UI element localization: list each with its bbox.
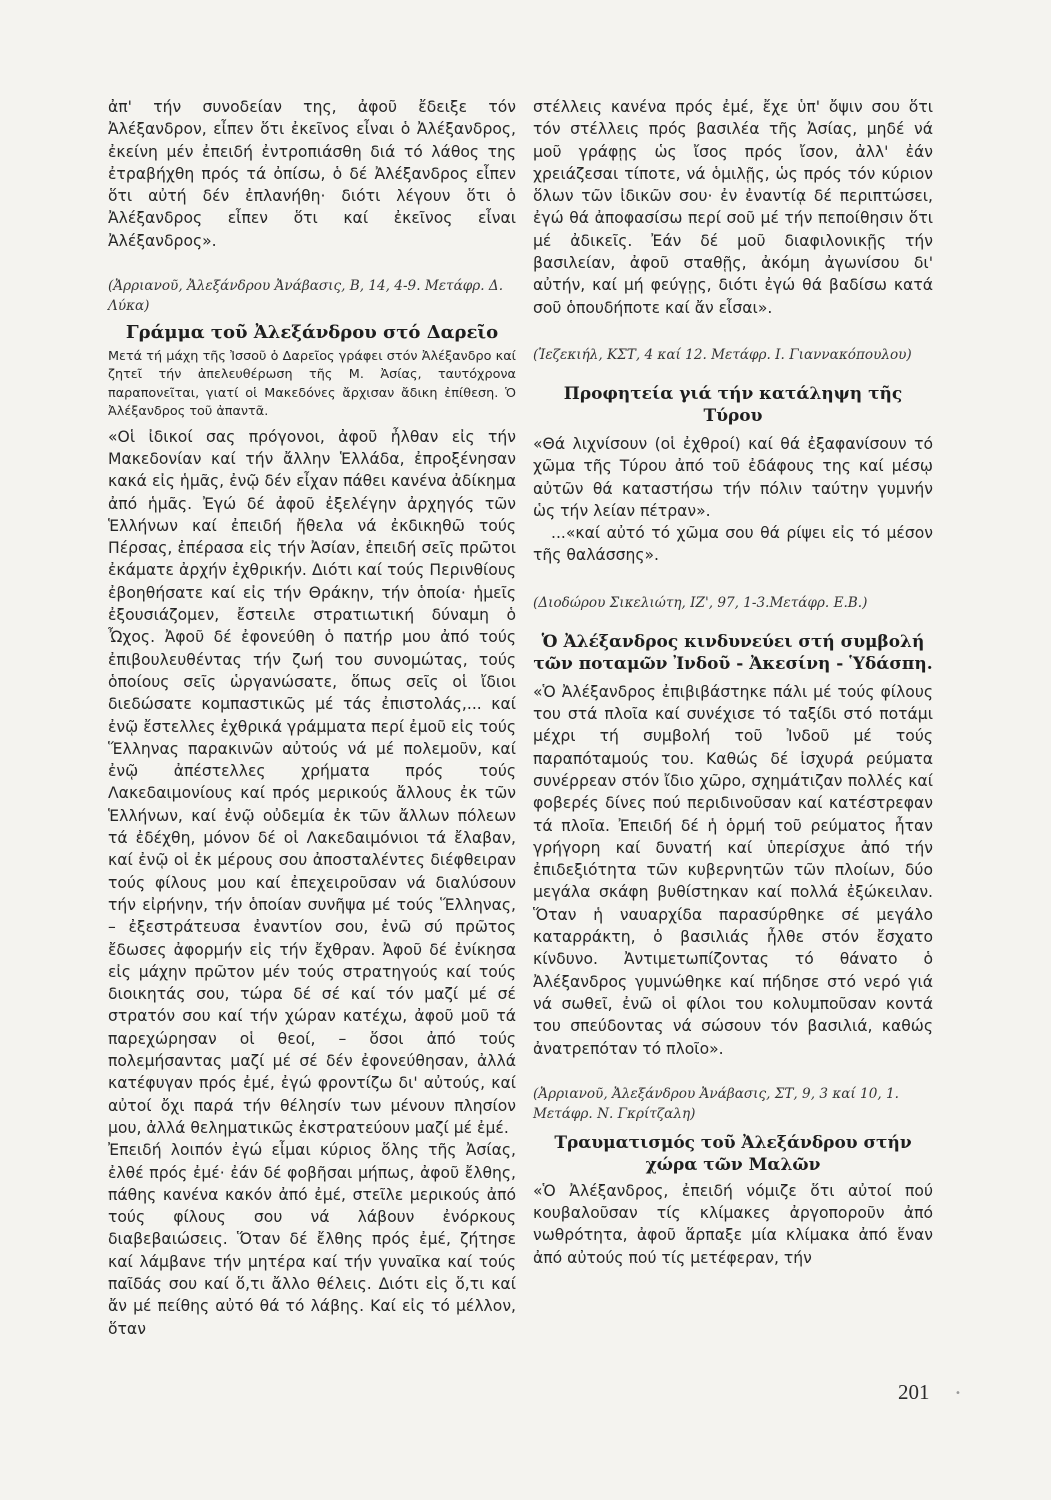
left-column (108, 96, 516, 1340)
citation-arrian-1: (Ἀρριανοῦ, Ἀλεξάνδρου Ἀνάβασις, Β, 14, 4-9. Μετάφρ. Δ. Λύκα) (108, 278, 504, 315)
page-number: 201 (898, 1380, 930, 1404)
paragraph-continuation: ἀπ' τήν συνοδείαν της, ἀφοῦ ἔδειξε τόν Ἀλέξανδρον, εἶπεν ὅτι ἐκεῖνος εἶναι ὁ Ἀλέξανδρος, ἐκείνη μέν ἐπειδή ἐντροπιάσθη διά τό λάθος της ἐτραβήχθη πρός τά ὀπίσω, ὁ δέ Ἀλέξανδρος εἶπεν ὅτι αὐτή δέν ἐπλανήθη· διότι λέγουν ὅτι ὁ Ἀλέξανδρος εἶπεν ὅτι καί ἐκεῖνος εἶναι Ἀλέξανδρος». (108, 98, 516, 250)
margin-dot: • (955, 1388, 961, 1399)
heading-river-confluence: Ὁ Ἀλέξανδρος κινδυνεύει στή συμβολή τῶν ποταμῶν Ἰνδοῦ - Ἀκεσίνη - Ὑδάσπη. (533, 631, 933, 674)
right-column (533, 96, 933, 1269)
heading-wound-malli: Τραυματισμός τοῦ Ἀλεξάνδρου στήν χώρα τῶν Μαλῶν (554, 1132, 912, 1175)
citation-ezekiel: (Ἰεζεκιήλ, ΚΣΤ, 4 καί 12. Μετάφρ. Ι. Γιαννακόπουλου) (533, 346, 912, 363)
paragraph-letter-2: Ἐπειδή λοιπόν ἐγώ εἶμαι κύριος ὅλης τῆς Ἀσίας, ἐλθέ πρός ἐμέ· ἐάν δέ φοβῆσαι μήπως, ἀφοῦ ἔλθης, πάθης κανένα κακόν ἀπό ἐμέ, στεῖλε μερικούς ἀπό τούς φίλους σου νά λάβουν ἐνόρκους διαβεβαιώσεις. Ὅταν δέ ἔλθης πρός ἐμέ, ζήτησε καί λάμβανε τήν μητέρα καί τήν γυναῖκα καί τούς παῖδάς σου καί ὅ,τι ἄλλο θέλεις. Διότι εἰς ὅ,τι καί ἄν μέ πείθης αὐτό θά τό λάβης. Καί εἰς τό μέλλον, ὅταν (108, 1141, 516, 1338)
paragraph-river: «Ὁ Ἀλέξανδρος ἐπιβιβάστηκε πάλι μέ τούς φίλους του στά πλοῖα καί συνέχισε τό ταξίδι στό ποτάμι μέχρι τή συμβολή τοῦ Ἰνδοῦ μέ τούς παραπόταμούς του. Καθώς δέ ἰσχυρά ρεύματα συνέρρεαν στόν ἴδιο χῶρο, σχημάτιζαν πολλές καί φοβερές δίνες πού περιδινοῦσαν καί κατέστρεφαν τά πλοῖα. Ἐπειδή δέ ἡ ὁρμή τοῦ ρεύματος ἦταν γρήγορη καί δυνατή καί ὑπερίσχυε ἀπό τήν ἐπιδεξιότητα τῶν κυβερνητῶν τῶν πλοίων, δύο μεγάλα σκάφη βυθίστηκαν καί πολλά ἐξώκειλαν. Ὅταν ἡ ναυαρχίδα παρασύρθηκε σέ μεγάλο καταρράκτη, ὁ βασιλιάς ἦλθε στόν ἔσχατο κίνδυνο. Ἀντιμετωπίζοντας τό θάνατο ὁ Ἀλέξανδρος γυμνώθηκε καί πήδησε στό νερό γιά νά σωθεῖ, ἐνῶ οἱ φίλοι του κολυμποῦσαν κοντά του σπεύδοντας νά σώσουν τόν βασιλιά, καθώς ἀνατρεπόταν τό πλοῖο». (533, 682, 933, 1058)
citation-diodorus: (Διοδώρου Σικελιώτη, ΙΖ', 97, 1-3.Μετάφρ. Ε.Β.) (533, 594, 868, 611)
intro-letter: Μετά τή μάχη τῆς Ἰσσοῦ ὁ Δαρεῖος γράφει στόν Ἀλέξανδρο καί ζητεῖ τήν ἀπελευθέρωση τῆς Μ. Ἀσίας, ταυτόχρονα παραπονεῖται, γιατί οἱ Μακεδόνες ἄρχισαν ἄδικη ἐπίθεση. Ὁ Ἀλέξανδρος τοῦ ἀπαντᾶ. (108, 349, 516, 420)
paragraph-letter-1: «Οἱ ἰδικοί σας πρόγονοι, ἀφοῦ ἦλθαν εἰς τήν Μακεδονίαν καί τήν ἄλλην Ἑλλάδα, ἐπροξένησαν κακά εἰς ἡμᾶς, ἐνῷ δέν εἶχαν πάθει κανένα ἀδίκημα ἀπό ἡμᾶς. Ἐγώ δέ ἀφοῦ ἐξελέγην ἀρχηγός τῶν Ἑλλήνων καί ἐπειδή ἤθελα νά ἐκδικηθῶ τούς Πέρσας, ἐπέρασα εἰς τήν Ἀσίαν, ἐπειδή σεῖς πρῶτοι ἐκάματε ἀρχήν ἐχθρικήν. Διότι καί τούς Περινθίους ἐβοηθήσατε καί εἰς τήν Θράκην, τήν ὁποία· ἡμεῖς ἐξουσιάζομεν, ἔστειλε στρατιωτική δύναμη ὁ Ὦχος. Ἀφοῦ δέ ἐφονεύθη ὁ πατήρ μου ἀπό τούς ἐπιβουλευθέντας τήν ζωή του συνομώτας, τούς ὁποίους σεῖς ὡργανώσατε, ὅπως σεῖς οἱ ἴδιοι διεδώσατε κομπαστικῶς μέ τάς ἐπιστολάς,... καί ἐνῷ ἔστελλες ἐχθρικά γράμματα περί ἐμοῦ εἰς τούς Ἕλληνας παρακινῶν αὐτούς νά μέ πολεμοῦν, καί ἐνῷ ἀπέστελλες χρήματα πρός τούς Λακεδαιμονίους καί πρός μερικούς ἄλλους ἐκ τῶν Ἑλλήνων, καί ἐνῷ οὐδεμία ἐκ τῶν ἄλλων πόλεων τά ἐδέχθη, μόνον δέ οἱ Λακεδαιμόνιοι τά ἔλαβαν, καί ἐνῷ οἱ ἐκ μέρους σου ἀποσταλέντες διέφθειραν τούς φίλους μου καί ἐπεχειροῦσαν νά διαλύσουν τήν εἰρήνην, τήν ὁποίαν συνῆψα μέ τούς Ἕλληνας, – ἐξεστράτευσα ἐναντίον σου, ἐνῶ σύ πρῶτος ἔδωσες ἀφορμήν εἰς τήν ἔχθραν. Ἀφοῦ δέ ἐνίκησα εἰς μάχην πρῶτον μέν τούς στρατηγούς καί τούς διοικητάς σου, τώρα δέ σέ καί τόν μαζί μέ σέ στρατόν σου καί τήν χώραν κατέχω, ἀφοῦ μοῦ τά παρεχώρησαν οἱ θεοί, – ὅσοι ἀπό τούς πολεμήσαντας μαζί μέ σέ δέν ἐφονεύθησαν, ἀλλά κατέφυγαν πρός ἐμέ, ἐγώ φροντίζω δι' αὐτούς, καί αὐτοί ὄχι παρά τήν θέλησίν των μένουν πλησίον μου, ἀλλά θεληματικῶς ἐκστρατεύουν μαζί μέ ἐμέ. (108, 427, 516, 1137)
paragraph-prophecy-1: «Θά λιχνίσουν (οἱ ἐχθροί) καί θά ἐξαφανίσουν τό χῶμα τῆς Τύρου ἀπό τοῦ ἐδάφους της καί μέσῳ αὐτῶν θά καταστήσω τήν πόλιν ταύτην γυμνήν ὡς τήν λείαν πέτραν». (533, 434, 933, 520)
paragraph-wound: «Ὁ Ἀλέξανδρος, ἐπειδή νόμιζε ὅτι αὐτοί πού κουβαλοῦσαν τίς κλίμακες ἀργοποροῦν ἀπό νωθρότητα, ἀφοῦ ἅρπαξε μία κλίμακα ἀπό ἕναν ἀπό αὐτούς πού τίς μετέφεραν, τήν (533, 1181, 933, 1267)
paragraph-letter-3: στέλλεις κανένα πρός ἐμέ, ἔχε ὑπ' ὄψιν σου ὅτι τόν στέλλεις πρός βασιλέα τῆς Ἀσίας, μηδέ νά μοῦ γράφῃς ὡς ἴσος πρός ἴσον, ἀλλ' ἐάν χρειάζεσαι τίποτε, νά ὁμιλῇς, ὡς πρός τόν κύριον ὅλων τῶν ἰδικῶν σου· ἐν ἐναντίᾳ δέ περιπτώσει, ἐγώ θά ἀποφασίσω περί σοῦ μέ τήν πεποίθησιν ὅτι μέ ἀδικεῖς. Ἐάν δέ μοῦ διαφιλονικῇς τήν βασιλείαν, ἀφοῦ σταθῇς, ἀκόμη ἀγωνίσου δι' αὐτήν, καί μή φεύγῃς, διότι ἐγώ θά βαδίσω κατά σοῦ ὁπουδήποτε καί ἄν εἶσαι». (533, 98, 933, 317)
citation-arrian-2: (Ἀρριανοῦ, Ἀλεξάνδρου Ἀνάβασις, ΣΤ, 9, 3 καί 10, 1. Μετάφρ. Ν. Γκρίτζαλη) (533, 1085, 899, 1122)
heading-prophecy-tyre: Προφητεία γιά τήν κατάληψη τῆς Τύρου (563, 383, 903, 426)
paragraph-prophecy-2: ...«καί αὐτό τό χῶμα σου θά ρίψει εἰς τό μέσον τῆς θαλάσσης». (533, 524, 933, 565)
heading-letter-to-darius: Γράμμα τοῦ Ἀλεξάνδρου στό Δαρεῖο (125, 322, 499, 344)
